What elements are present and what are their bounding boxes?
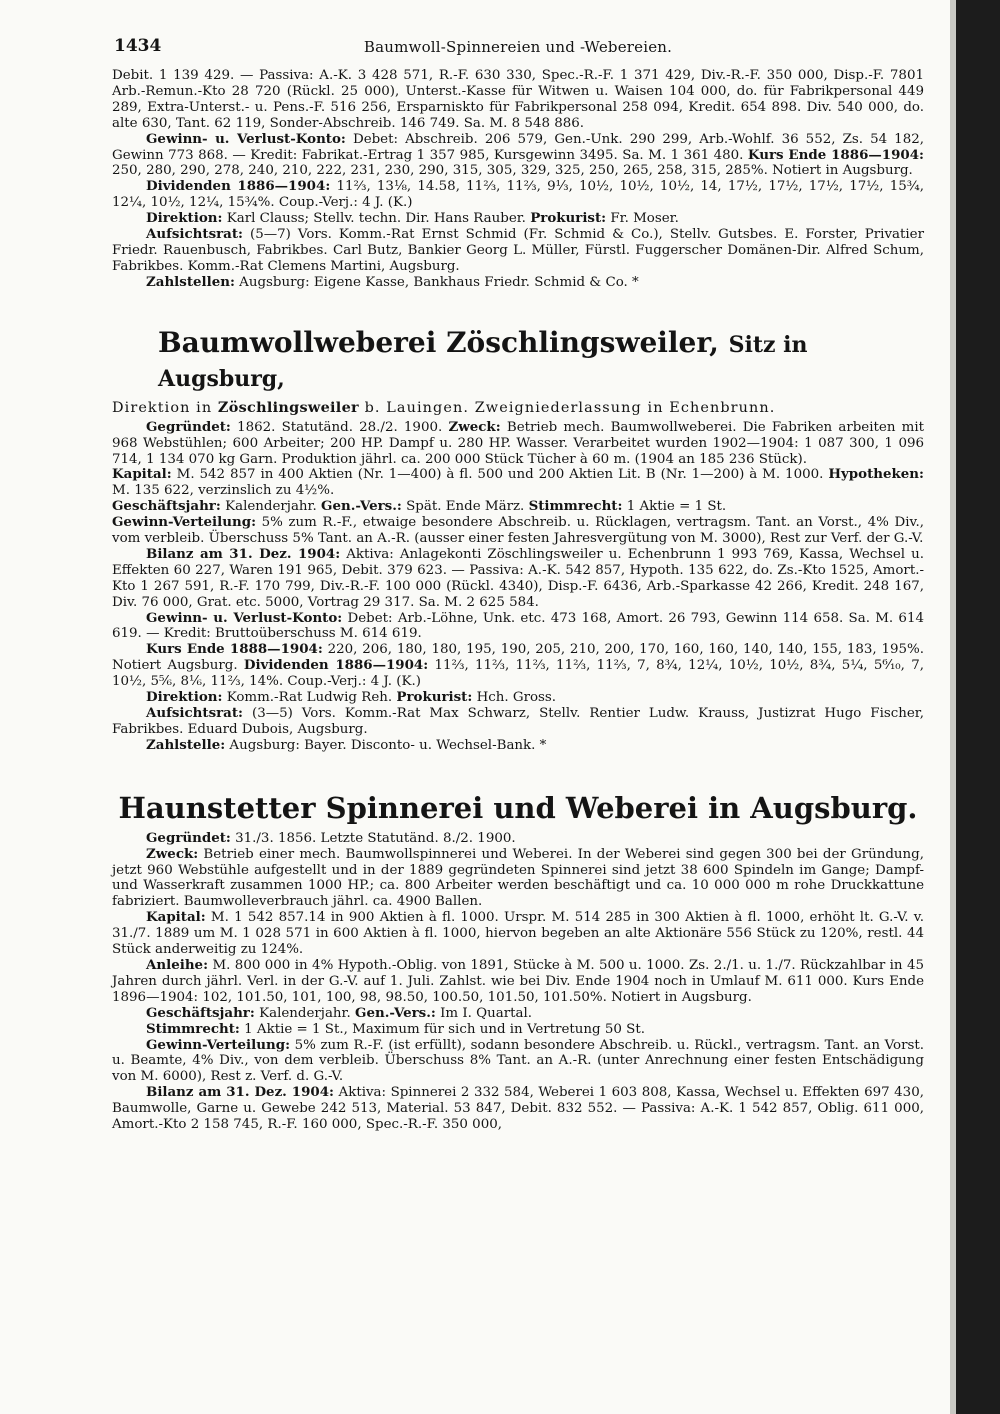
gewinn-verteilung-label: Gewinn-Verteilung: bbox=[112, 514, 257, 531]
anleihe-label: Anleihe: bbox=[146, 956, 209, 973]
zweck-entry bbox=[112, 847, 924, 911]
section-haunstetter bbox=[112, 792, 924, 1133]
zahlstelle-entry bbox=[112, 738, 924, 754]
gegruendet-text: 1862. Statutänd. 28./2. 1900. bbox=[237, 419, 443, 435]
direktion-entry bbox=[112, 690, 924, 706]
stimmrecht-label: Stimmrecht: bbox=[146, 1020, 240, 1037]
gewinn-verlust-entry bbox=[112, 132, 924, 180]
prokurist-text: Fr. Moser. bbox=[610, 211, 679, 227]
zahlstelle-text: Augsburg: Bayer. Disconto- u. Wechsel-Bank. * bbox=[229, 737, 547, 753]
bilanz-label: Bilanz am 31. Dez. 1904: bbox=[146, 545, 341, 562]
gen-vers-text: Spät. Ende März. bbox=[406, 499, 525, 515]
stimmrecht-text: 1 Aktie = 1 St. bbox=[626, 499, 727, 515]
direktion-place: Zöschlingsweiler bbox=[217, 398, 359, 416]
kapital-entry bbox=[112, 910, 924, 958]
bilanz-continuation: Debit. 1 139 429. — Passiva: A.-K. 3 428 571, R.-F. 630 330, Spec.-R.-F. 1 371 429, Div.-R.-F. 350 000, Disp.-F. 7801 Arb.-Remun.-Kto 28 720 (Rückl. 25 000), Unterst.-Kasse für Witwen u. Waisen 104 000, do. für Fabrikpersonal 449 289, Extra-Unterst.- u. Pens.-F. 516 256, Ersparniskto für Fabrikpersonal 258 094, Kredit. 654 898. Div. 540 000, do. alte 630, Tant. 62 119, Sonder-Abschreib. 146 749. Sa. M. 8 548 886. bbox=[112, 68, 924, 131]
gen-vers-label: Gen.-Vers.: bbox=[355, 1004, 436, 1021]
company-title: Haunstetter Spinnerei und Weberei in Augsburg. bbox=[118, 790, 918, 825]
kapital-text: M. 1 542 857.14 in 900 Aktien à fl. 1000. Urspr. M. 514 285 in 300 Aktien à fl. 1000, erhöht lt. G.-V. v. 31./7. 1889 um M. 1 028 571 in 600 Aktien à fl. 1000, hiervon begeben an alte Aktionäre 556 Stück zu 120%, restl. 44 Stück anderweitig zu 124%. bbox=[112, 910, 924, 958]
aufsichtsrat-text: (3—5) Vors. Komm.-Rat Max Schwarz, Stellv. Rentier Ludw. Krauss, Justizrat Hugo Fischer, Fabrikbes. Eduard Dubois, Augsburg. bbox=[112, 706, 924, 737]
prokurist-text: Hch. Gross. bbox=[476, 690, 557, 706]
gegruendet-label: Gegründet: bbox=[146, 418, 231, 435]
gewinn-verteilung-text: 5% zum R.-F., etwaige besondere Abschreib. u. Rücklagen, vertragsm. Tant. an Vorst., 4% Div., vom verbleib. Überschuss 5% Tant. an A.-R. (ausser einer festen Jahresvergütung von M. 3000), Rest zur Verf. der G.-V. bbox=[112, 515, 924, 547]
company-name: Baumwollweberei Zöschlingsweiler, bbox=[158, 325, 719, 359]
kapital-text: M. 542 857 in 400 Aktien (Nr. 1—400) à fl. 500 und 200 Aktien Lit. B (Nr. 1—200) à M. 1000. bbox=[176, 467, 824, 483]
scan-dark-edge bbox=[956, 0, 1000, 1414]
anleihe-entry bbox=[112, 958, 924, 1006]
geschaeftsjahr-entry bbox=[112, 499, 924, 515]
dividenden-label: Dividenden 1886—1904: bbox=[146, 178, 331, 195]
company-title bbox=[158, 327, 924, 395]
kapital-entry bbox=[112, 467, 924, 499]
gewinn-verteilung-text: 5% zum R.-F. (ist erfüllt), sodann besondere Abschreib. u. Rückl., vertragsm. Tant. an Vorst. u. Beamte, 4% Div., von dem verbleib. Überschuss 8% Tant. an A.-R. (unter Anrechnung einer festen Entschädigung von M. 6000), Rest z. Verf. d. G.-V. bbox=[112, 1037, 924, 1085]
hypotheken-label: Hypotheken: bbox=[828, 466, 924, 483]
bilanz-label: Bilanz am 31. Dez. 1904: bbox=[146, 1084, 334, 1101]
gen-vers-text: Im I. Quartal. bbox=[440, 1005, 533, 1021]
direktion-entry bbox=[112, 211, 924, 227]
stimmrecht-label: Stimmrecht: bbox=[528, 498, 623, 515]
bilanz-text: Aktiva: Spinnerei 2 332 584, Weberei 1 603 808, Kassa, Wechsel u. Effekten 697 430, Baumwolle, Garne u. Gewebe 242 513, Material. 53 847, Debit. 832 552. — Passiva: A.-K. 1 542 857, Oblig. 611 000, Amort.-Kto 2 158 745, R.-F. 160 000, Spec.-R.-F. 350 000, bbox=[112, 1085, 924, 1133]
zahlstellen-entry bbox=[112, 275, 924, 291]
gegruendet-text: 31./3. 1856. Letzte Statutänd. 8./2. 1900. bbox=[235, 830, 516, 846]
dividenden-text: 11⅔, 13⅛, 14.58, 11⅔, 11⅔, 9⅓, 10½, 10½, 10½, 14, 17½, 17½, 17½, 17½, 15¾, 12¼, 10½, 12¼, 15¾%. Coup.-Verj.: 4 J. (K.) bbox=[112, 179, 924, 211]
direktion-label: Direktion: bbox=[146, 689, 223, 706]
gegruendet-entry bbox=[112, 831, 924, 847]
kurs-text: 220, 206, 180, 180, 195, 190, 205, 210, 200, 170, 160, 160, 140, 140, 155, 183, 195%. Notiert Augsburg. bbox=[112, 642, 925, 674]
kurs-label: Kurs Ende 1888—1904: bbox=[146, 641, 323, 658]
stimmrecht-entry bbox=[112, 1022, 924, 1038]
geschaeftsjahr-text: Kalenderjahr. bbox=[259, 1005, 351, 1021]
zweck-text: Betrieb einer mech. Baumwollspinnerei und Weberei. In der Weberei sind gegen 300 bei der Gründung, jetzt 960 Webstühle aufgestellt und in der 1889 gegründeten Spinnerei sind jetzt 38 600 Spindeln im Gange; Dampf- und Wasserkraft zusammen 1000 HP.; ca. 800 Arbeiter werden beschäftigt und ca. 10 000 000 m rohe Druckkattune fabriziert. Baumwolleverbrauch jährl. ca. 4900 Ballen. bbox=[112, 846, 924, 910]
aufsichtsrat-label: Aufsichtsrat: bbox=[146, 226, 243, 243]
gewinn-verlust-text: Debet: Abschreib. 206 579, Gen.-Unk. 290 299, Arb.-Wohlf. 36 552, Zs. 54 182, Gewinn 773 868. — Kredit: Fabrikat.-Ertrag 1 357 985, Kursgewinn 3495. Sa. M. 1 361 480. bbox=[112, 131, 924, 163]
aufsichtsrat-entry bbox=[112, 227, 924, 275]
aufsichtsrat-entry bbox=[112, 706, 924, 738]
kapital-label: Kapital: bbox=[112, 466, 172, 483]
zweck-label: Zweck: bbox=[448, 418, 501, 435]
direktion-location-line bbox=[112, 399, 924, 417]
direktion-suffix: b. Lauingen. Zweigniederlassung in Echenbrunn. bbox=[364, 399, 776, 416]
company-seat: Sitz in Augsburg, bbox=[158, 331, 808, 392]
gewinn-verteilung-label: Gewinn-Verteilung: bbox=[146, 1036, 291, 1053]
geschaeftsjahr-text: Kalenderjahr. bbox=[225, 499, 317, 515]
aufsichtsrat-text: (5—7) Vors. Komm.-Rat Ernst Schmid (Fr. Schmid & Co.), Stellv. Gutsbes. E. Forster, Privatier Friedr. Rauenbusch, Fabrikbes. Carl Butz, Bankier Georg L. Müller, Fürstl. Fuggerscher Domänen-Dir. Alfred Schum, Fabrikbes. Komm.-Rat Clemens Martini, Augsburg. bbox=[112, 227, 924, 274]
zweck-text: Betrieb mech. Baumwollweberei. Die Fabriken arbeiten mit 968 Webstühlen; 600 Arbeiter; 200 HP. Dampf u. 280 HP. Wasser. Verarbeitet wurden 1902—1904: 1 087 300, 1 096 714, 1 134 070 kg Garn. Produktion jährl. ca. 200 000 Stück Tücher à 60 m. (1904 an 185 236 Stück). bbox=[112, 419, 924, 467]
bilanz-entry bbox=[112, 1085, 924, 1133]
stimmrecht-text: 1 Aktie = 1 St., Maximum für sich und in Vertretung 50 St. bbox=[244, 1021, 645, 1037]
gewinn-verlust-label: Gewinn- u. Verlust-Konto: bbox=[146, 130, 346, 147]
direktion-text: Karl Clauss; Stellv. techn. Dir. Hans Rauber. bbox=[226, 211, 526, 227]
section-previous-company bbox=[112, 68, 924, 291]
gewinn-verlust-entry bbox=[112, 611, 924, 643]
anleihe-text: M. 800 000 in 4% Hypoth.-Oblig. von 1891, Stücke à M. 500 u. 1000. Zs. 2./1. u. 1./7. Rückzahlbar in 45 Jahren durch jährl. Verl. in der G.-V. auf 1. Juli. Zahlst. wie bei Div. Ende 1904 noch in Umlauf M. 611 000. Kurs Ende 1896—1904: 102, 101.50, 101, 100, 98, 98.50, 100.50, 101.50, 101.50%. Notiert in Augsburg. bbox=[112, 957, 924, 1005]
bilanz-text: Aktiva: Anlagekonti Zöschlingsweiler u. Echenbrunn 1 993 769, Kassa, Wechsel u. Effekten 60 227, Waren 191 965, Debit. 379 623. — Passiva: A.-K. 542 857, Hypoth. 135 622, do. Zs.-Kto 1525, Amort.-Kto 1 267 591, R.-F. 170 799, Div.-R.-F. 100 000 (Rückl. 4340), Disp.-F. 6436, Arb.-Sparkasse 42 266, Kredit. 248 167, Div. 76 000, Grat. etc. 5000, Vortrag 29 317. Sa. M. 2 625 584. bbox=[112, 546, 924, 610]
dividenden-text: 11⅔, 11⅔, 11⅔, 11⅔, 11⅔, 7, 8¾, 12¼, 10½, 10½, 8¾, 5¼, 5⁶⁄₁₀, 7, 10½, 5⅚, 8⅙, 11⅔, 14%. Coup.-Verj.: 4 J. (K.) bbox=[112, 658, 924, 690]
document-page bbox=[112, 28, 924, 1414]
kurs-entry bbox=[112, 642, 924, 690]
kurs-text: 250, 280, 290, 278, 240, 210, 222, 231, 230, 290, 315, 305, 329, 325, 250, 265, 258, 315, 285%. Notiert in Augsburg. bbox=[112, 163, 913, 179]
zahlstellen-text: Augsburg: Eigene Kasse, Bankhaus Friedr. Schmid & Co. * bbox=[239, 274, 639, 290]
kapital-label: Kapital: bbox=[146, 909, 206, 926]
gewinn-verlust-label: Gewinn- u. Verlust-Konto: bbox=[146, 609, 343, 626]
section-zoeschlingsweiler bbox=[112, 327, 924, 754]
dividenden-label: Dividenden 1886—1904: bbox=[243, 657, 429, 674]
direktion-prefix: Direktion in bbox=[112, 399, 213, 416]
zahlstellen-label: Zahlstellen: bbox=[146, 273, 235, 290]
gewinn-verlust-text: Debet: Arb.-Löhne, Unk. etc. 473 168, Amort. 26 793, Gewinn 114 658. Sa. M. 614 619. — Kredit: Bruttoüberschuss M. 614 619. bbox=[112, 610, 924, 642]
kurs-label: Kurs Ende 1886—1904: bbox=[747, 146, 924, 163]
geschaeftsjahr-label: Geschäftsjahr: bbox=[112, 498, 221, 515]
zweck-label: Zweck: bbox=[146, 845, 199, 862]
page-header bbox=[112, 28, 924, 68]
direktion-text: Komm.-Rat Ludwig Reh. bbox=[226, 690, 393, 706]
gegruendet-entry bbox=[112, 420, 924, 468]
running-title: Baumwoll-Spinnereien und -Webereien. bbox=[363, 38, 673, 56]
hypotheken-text: M. 135 622, verzinslich zu 4½%. bbox=[112, 483, 335, 499]
gegruendet-label: Gegründet: bbox=[146, 829, 231, 846]
dividenden-entry bbox=[112, 179, 924, 211]
prokurist-label: Prokurist: bbox=[396, 689, 473, 706]
zahlstelle-label: Zahlstelle: bbox=[146, 736, 226, 753]
geschaeftsjahr-label: Geschäftsjahr: bbox=[146, 1004, 255, 1021]
gewinn-verteilung-entry bbox=[112, 1038, 924, 1086]
prokurist-label: Prokurist: bbox=[530, 210, 607, 227]
direktion-label: Direktion: bbox=[146, 210, 223, 227]
geschaeftsjahr-entry bbox=[112, 1006, 924, 1022]
gewinn-verteilung-entry bbox=[112, 515, 924, 547]
gen-vers-label: Gen.-Vers.: bbox=[321, 498, 402, 515]
bilanz-entry bbox=[112, 547, 924, 611]
aufsichtsrat-label: Aufsichtsrat: bbox=[146, 705, 243, 721]
page-number: 1434 bbox=[114, 36, 162, 56]
